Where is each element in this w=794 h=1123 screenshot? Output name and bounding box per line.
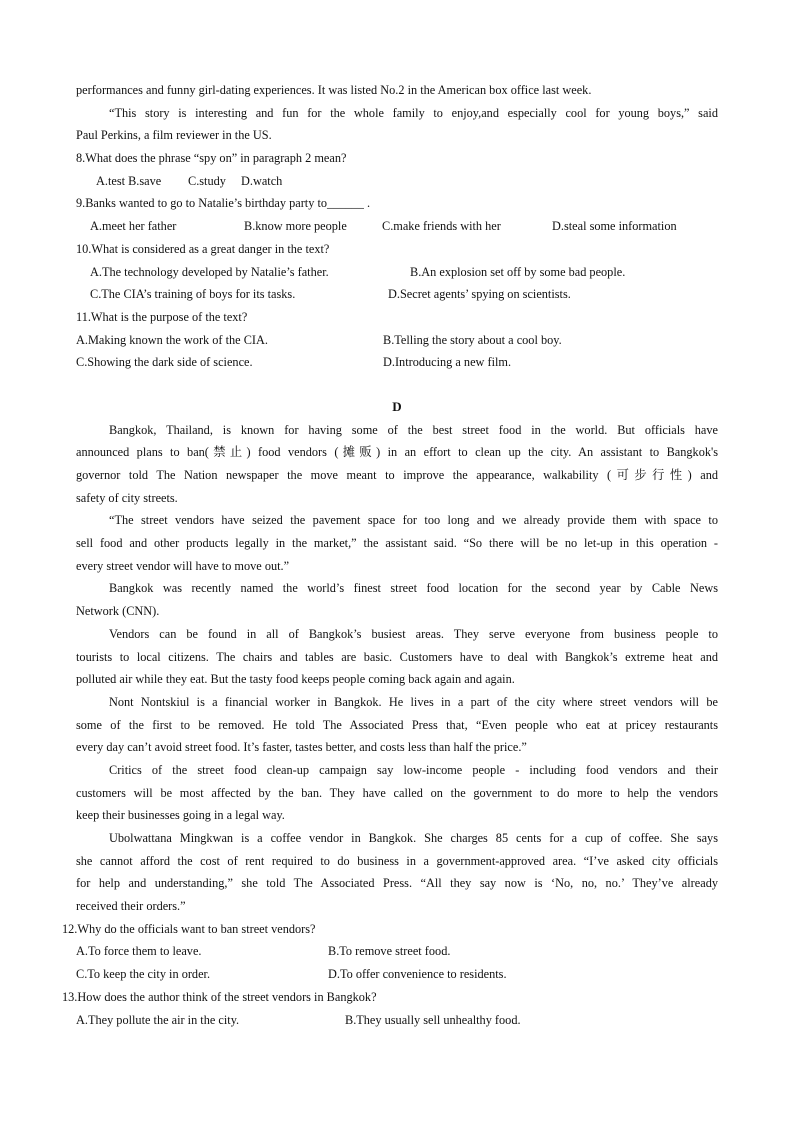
option[interactable]: D.watch	[241, 173, 283, 188]
option[interactable]: A.To force them to leave.	[76, 944, 202, 959]
option[interactable]: B.They usually sell unhealthy food.	[345, 1012, 521, 1027]
option[interactable]: C.make friends with her	[382, 219, 501, 234]
text-line: Paul Perkins, a film reviewer in the US.	[76, 128, 272, 143]
question-13	[62, 986, 718, 1031]
passage-d-paragraph-3	[76, 577, 718, 622]
passage-c-paragraph	[76, 102, 718, 147]
passage-d-paragraph-5	[76, 691, 718, 759]
question-8	[76, 147, 718, 192]
text-line: some of the first to be removed. He told The Associated Press that, “Even people who eat at pricey restaurants	[76, 717, 718, 732]
option[interactable]: D.To offer convenience to residents.	[328, 967, 507, 982]
text-line: received their orders.”	[76, 899, 186, 914]
question-9	[76, 192, 718, 237]
text-line: safety of city streets.	[76, 490, 178, 505]
options-row	[76, 329, 718, 352]
option[interactable]: B.know more people	[244, 219, 347, 234]
options-row	[76, 940, 718, 963]
text-line: Network (CNN).	[76, 604, 160, 619]
options-row	[76, 215, 718, 238]
text-line: Ubolwattana Mingkwan is a coffee vendor in Bangkok. She charges 85 cents for a cup of coffee. She says	[109, 831, 718, 845]
question-11	[76, 306, 718, 374]
options-row	[76, 963, 718, 986]
option[interactable]: D.Introducing a new film.	[383, 355, 512, 370]
text-line: announced plans to ban(禁止) food vendors (摊贩) in an effort to clean up the city. An assistant to Bangkok's	[76, 445, 718, 460]
text-line: polluted air while they eat. But the tasty food keeps people coming back again and again.	[76, 672, 515, 687]
question-10	[76, 238, 718, 306]
text-line: Bangkok was recently named the world’s finest street food location for the second year by Cable News	[109, 581, 718, 596]
option[interactable]: C.study	[188, 173, 226, 188]
question-stem: 13.How does the author think of the street vendors in Bangkok?	[62, 989, 377, 1004]
option[interactable]: A.meet her father	[90, 219, 177, 234]
passage-d-paragraph-2	[76, 509, 718, 577]
text-line: customers will be most affected by the ban. They have called on the government to do more to help the vendors	[76, 785, 718, 800]
question-12	[62, 918, 718, 986]
passage-d-paragraph-6	[76, 759, 718, 827]
passage-d-paragraph-7	[76, 827, 718, 918]
options-row	[76, 170, 718, 193]
option[interactable]: C.The CIA’s training of boys for its tasks.	[90, 287, 296, 302]
option[interactable]: D.steal some information	[552, 219, 677, 234]
option[interactable]: D.Secret agents’ spying on scientists.	[388, 287, 571, 302]
question-stem: 8.What does the phrase “spy on” in paragraph 2 mean?	[76, 151, 347, 166]
question-stem: 9.Banks wanted to go to Natalie’s birthday party to______ .	[76, 196, 371, 211]
option[interactable]: B.An explosion set off by some bad people.	[410, 264, 626, 279]
option[interactable]: B.To remove street food.	[328, 944, 451, 959]
section-title: D	[392, 398, 402, 414]
options-row	[76, 351, 718, 374]
passage-d-paragraph-4	[76, 623, 718, 691]
question-stem: 10.What is considered as a great danger in the text?	[76, 241, 330, 256]
text-line: Vendors can be found in all of Bangkok’s busiest areas. They serve everyone from business people to	[109, 626, 718, 641]
text-line: Nont Nontskiul is a financial worker in Bangkok. He lives in a part of the city where street vendors will be	[109, 694, 718, 709]
option[interactable]: A.They pollute the air in the city.	[76, 1012, 240, 1027]
text-line: for help and understanding,” she told The Associated Press. “All they say now is ‘No, no, no.’ They’ve already	[76, 876, 718, 891]
question-stem: 12.Why do the officials want to ban street vendors?	[62, 921, 316, 936]
option[interactable]: C.To keep the city in order.	[76, 967, 211, 982]
text-line: governor told The Nation newspaper the move meant to improve the appearance, walkability (可步行性) and	[76, 468, 718, 482]
text-line: “The street vendors have seized the pavement space for too long and we already provide them with space to	[109, 513, 718, 528]
options-row	[76, 1009, 718, 1032]
passage-c-paragraph	[76, 79, 718, 102]
option[interactable]: C.Showing the dark side of science.	[76, 355, 253, 370]
text-line: Bangkok, Thailand, is known for having some of the best street food in the world. But officials have	[109, 422, 718, 437]
option[interactable]: A.Making known the work of the CIA.	[76, 332, 268, 347]
text-line: tourists to local citizens. The chairs and tables are basic. Customers have to deal with Bangkok’s extreme heat and	[76, 649, 718, 664]
option[interactable]: B.Telling the story about a cool boy.	[383, 332, 562, 347]
text-line: “This story is interesting and fun for the whole family to enjoy,and especially cool for young boys,” said	[109, 105, 718, 120]
passage-d-paragraph-1	[76, 419, 718, 510]
option[interactable]: A.The technology developed by Natalie’s father.	[90, 264, 329, 279]
text-line: Critics of the street food clean-up campaign say low-income people - including food vendors and their	[109, 762, 718, 777]
options-row	[76, 283, 718, 306]
text-line: sell food and other products legally in the market,” the assistant said. “So there will be no let-up in this operation -	[76, 536, 718, 551]
exam-page	[62, 79, 718, 1031]
question-stem: 11.What is the purpose of the text?	[76, 309, 248, 324]
option[interactable]: A.test B.save	[96, 173, 162, 188]
options-row	[76, 261, 718, 284]
text-line: she cannot afford the cost of rent required to do business in a government-approved area. “I’ve asked city officials	[76, 853, 718, 868]
text-line: every street vendor will have to move out.”	[76, 558, 290, 573]
text-line: keep their businesses going in a legal way.	[76, 808, 285, 823]
text-line: every day can’t avoid street food. It’s faster, tastes better, and costs less than half the price.”	[76, 740, 527, 755]
text-line: performances and funny girl-dating experiences. It was listed No.2 in the American box office last week.	[76, 83, 592, 97]
